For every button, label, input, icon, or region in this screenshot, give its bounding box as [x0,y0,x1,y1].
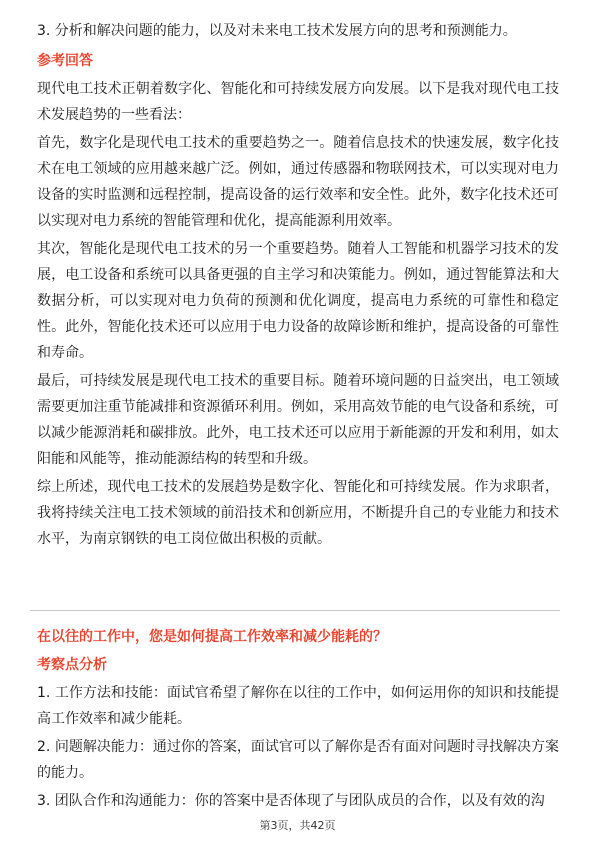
answer-paragraph-1: 现代电工技术正朝着数字化、智能化和可持续发展方向发展。以下是我对现代电工技术发展趋势的一些看法： [37,81,559,123]
page-number-footer: 第3页，共42页 [259,819,336,832]
answer-paragraph-2: 首先，数字化是现代电工技术的重要趋势之一。随着信息技术的快速发展，数字化技术在电工领域的应用越来越广泛。例如，通过传感器和物联网技术，可以实现对电力设备的实时监测和远程控制，提高设备的运行效率和安全性。此外，数字化技术还可以实现对电力系统的智能管理和优化，提高能源利用效率。 [37,135,559,229]
answer-paragraph-5: 综上所述，现代电工技术的发展趋势是数字化、智能化和可持续发展。作为求职者，我将持续关注电工技术领域的前沿技术和创新应用，不断提升自己的专业能力和技术水平，为南京钢铁的电工岗位做出积极的贡献。 [37,479,559,547]
document-page-question [37,618,559,816]
answer-paragraph-3: 其次，智能化是现代电工技术的另一个重要趋势。随着人工智能和机器学习技术的发展，电工设备和系统可以具备更强的自主学习和决策能力。例如，通过智能算法和大数据分析，可以实现对电力负荷的预测和优化调度，提高电力系统的可靠性和稳定性。此外，智能化技术还可以应用于电力设备的故障诊断和维护，提高设备的可靠性和寿命。 [37,241,559,361]
answer-heading: 参考回答 [37,53,93,69]
answer-paragraph-4: 最后，可持续发展是现代电工技术的重要目标。随着环境问题的日益突出，电工领域需要更加注重节能减排和资源循环利用。例如，采用高效节能的电气设备和系统，可以减少能源消耗和碳排放。此外，电工技术还可以应用于新能源的开发和利用，如太阳能和风能等，推动能源结构的转型和升级。 [37,373,559,467]
intro-item: 3. 分析和解决问题的能力，以及对未来电工技术发展方向的思考和预测能力。 [37,23,517,39]
analysis-point-1: 1. 工作方法和技能：面试官希望了解你在以往的工作中，如何运用你的知识和技能提高工作效率和减少能耗。 [37,685,559,727]
analysis-point-3: 3. 团队合作和沟通能力：你的答案中是否体现了与团队成员的合作，以及有效的沟 [37,793,545,809]
document-page-top [37,18,559,554]
analysis-heading: 考察点分析 [37,657,107,673]
question-title: 在以往的工作中，您是如何提高工作效率和减少能耗的？ [37,629,387,645]
analysis-point-2: 2. 问题解决能力：通过你的答案，面试官可以了解你是否有面对问题时寻找解决方案的能力。 [37,739,559,781]
section-divider [30,610,560,611]
